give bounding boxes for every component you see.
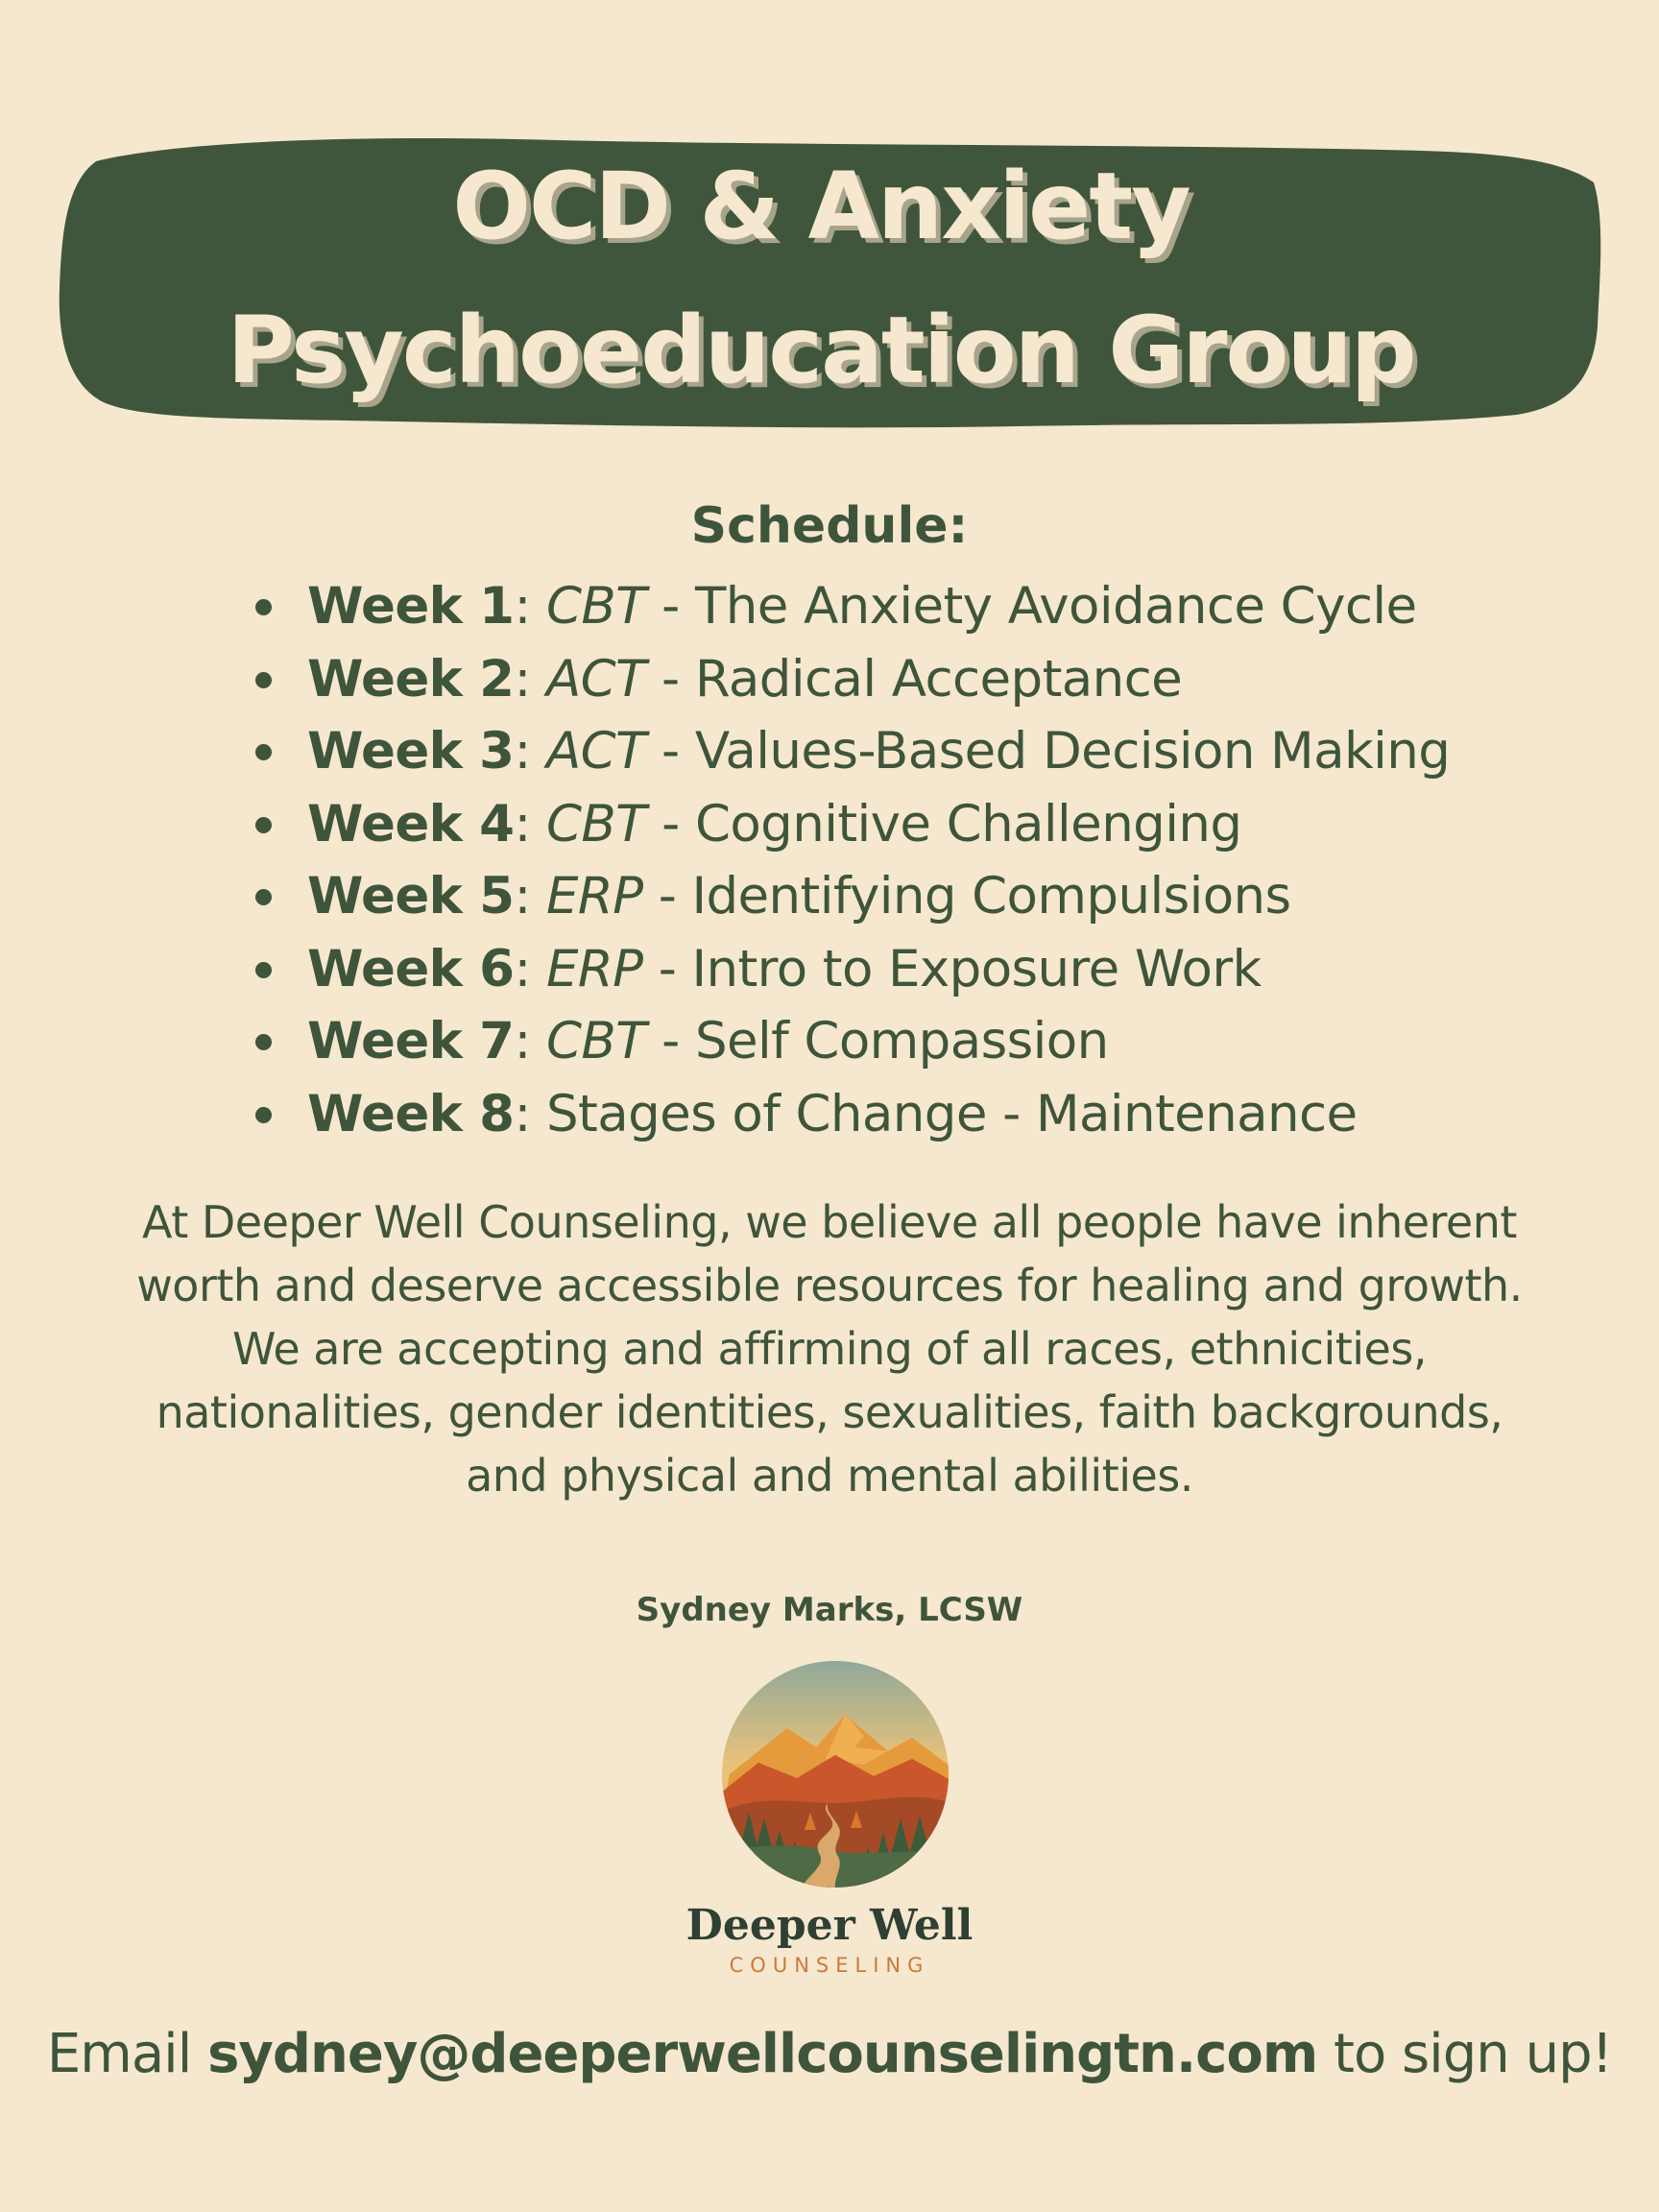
separator: : (514, 1084, 546, 1143)
topic: - Radical Acceptance (645, 649, 1183, 709)
cta-suffix: to sign up! (1317, 2023, 1613, 2085)
email-link[interactable]: sydney@deeperwellcounselingtn.com (207, 2023, 1318, 2085)
page-title (58, 134, 1603, 434)
separator: : (514, 794, 546, 854)
week-label: Week 8 (307, 1084, 515, 1143)
modality: ACT (545, 722, 646, 781)
schedule-item (252, 715, 1450, 788)
bullet-icon (255, 962, 272, 978)
schedule-item (252, 788, 1450, 861)
schedule-heading: Schedule: (690, 497, 969, 555)
schedule-item (252, 643, 1450, 716)
signup-call-to-action (0, 2016, 1659, 2093)
schedule-list (252, 570, 1450, 1150)
schedule-item (252, 1078, 1450, 1151)
brand-name: Deeper Well (685, 1901, 974, 1950)
topic: - The Anxiety Avoidance Cycle (645, 577, 1417, 636)
brand-subtitle: COUNSELING (729, 1954, 930, 1977)
schedule-item (252, 570, 1450, 643)
mission-line: worth and deserve accessible resources for healing and growth. (136, 1260, 1523, 1311)
separator: : (514, 939, 546, 998)
title-line-1: OCD & Anxiety (452, 153, 1190, 260)
topic: - Identifying Compulsions (642, 867, 1291, 926)
bullet-icon (255, 889, 272, 905)
bullet-icon (255, 1034, 272, 1050)
bullet-icon (255, 817, 272, 833)
week-label: Week 5 (307, 867, 515, 926)
separator: : (514, 722, 546, 781)
mission-line: At Deeper Well Counseling, we believe all people have inherent (142, 1196, 1517, 1248)
topic: Stages of Change - Maintenance (545, 1084, 1358, 1143)
separator: : (514, 577, 546, 636)
topic: - Values-Based Decision Making (645, 722, 1451, 781)
modality: CBT (545, 577, 646, 636)
topic: - Cognitive Challenging (645, 794, 1242, 854)
separator: : (514, 867, 546, 926)
topic: - Intro to Exposure Work (642, 939, 1262, 998)
schedule-item (252, 1005, 1450, 1078)
modality: CBT (545, 1012, 646, 1070)
modality: ACT (545, 649, 646, 709)
schedule-item (252, 860, 1450, 933)
modality: CBT (545, 794, 646, 854)
cta-prefix: Email (46, 2023, 208, 2085)
modality: ERP (545, 867, 643, 926)
separator: : (514, 649, 546, 709)
mission-line: We are accepting and affirming of all races, ethnicities, (232, 1323, 1427, 1375)
week-label: Week 2 (307, 649, 515, 709)
mission-line: nationalities, gender identities, sexualities, faith backgrounds, (156, 1386, 1503, 1438)
title-line-2: Psychoeducation Group (227, 297, 1415, 404)
bullet-icon (255, 672, 272, 688)
bullet-icon (255, 599, 272, 615)
mission-line: and physical and mental abilities. (466, 1450, 1193, 1502)
separator: : (514, 1012, 546, 1070)
week-label: Week 6 (307, 939, 515, 998)
schedule-item (252, 933, 1450, 1006)
topic: - Self Compassion (645, 1012, 1109, 1070)
bullet-icon (255, 744, 272, 760)
mountain-path-logo-icon (720, 1659, 950, 1889)
mission-statement (77, 1190, 1582, 1507)
week-label: Week 3 (307, 722, 515, 781)
modality: ERP (545, 939, 643, 998)
week-label: Week 1 (307, 577, 515, 636)
week-label: Week 4 (307, 794, 515, 854)
clinician-name: Sydney Marks, LCSW (636, 1591, 1023, 1629)
bullet-icon (255, 1107, 272, 1123)
week-label: Week 7 (307, 1012, 515, 1070)
